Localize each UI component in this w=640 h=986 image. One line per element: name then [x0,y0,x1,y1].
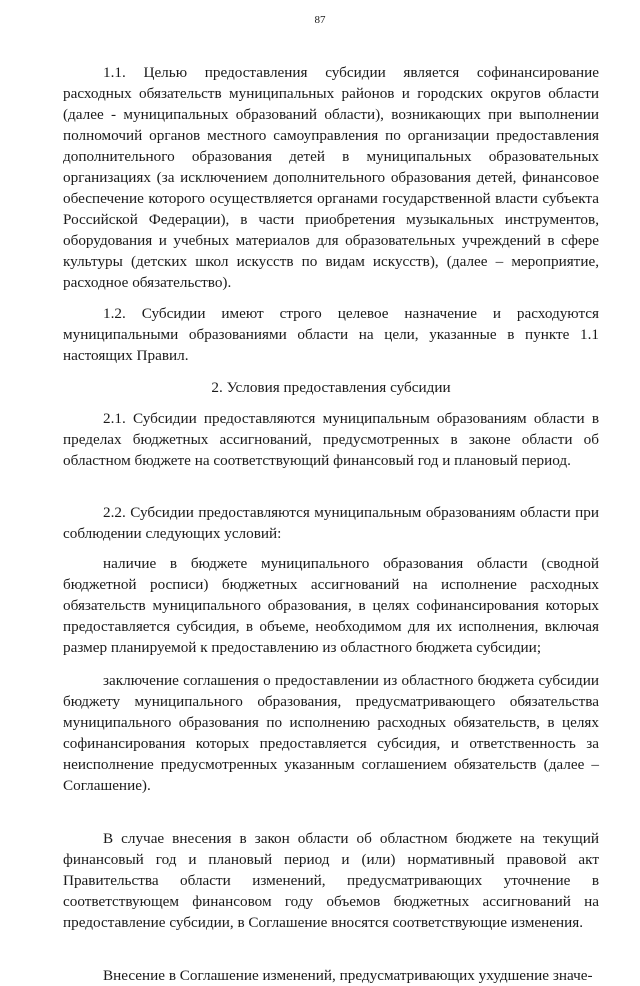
section-2-title: 2. Условия предоставления субсидии [211,379,451,396]
paragraph-amendment-case: В случае внесения в закон области об областном бюджете на текущий финансовый год и плановый период и (или) нормативный правовой акт Правительства области изменений, предусматривающих уточнение в соответствующем финансовом году объемов бюджетных ассигнований на предоставление субсидии, в Соглашение вносятся соответствующие изменения. [63,830,599,931]
paragraph-1-2: 1.2. Субсидии имеют строго целевое назначение и расходуются муниципальными образованиями области на цели, указанные в пункте 1.1 настоящих Правил. [63,305,599,364]
paragraph-1-1: 1.1. Целью предоставления субсидии является софинансирование расходных обязательств муниципальных районов и городских округов области (далее - муниципальных образований области), возникающих при выполнении полномочий органов местного самоуправления по организации предоставления дополнительного образования детей в муниципальных образовательных организациях (за исключением дополнительного образования детей, финансовое обеспечение которого осуществляется органами государственной власти субъекта Российской Федерации), в части приобретения музыкальных инструментов, оборудования и учебных материалов для образовательных учреждений в сфере культуры (детских школ искусств по видам искусств), (далее – мероприятие, расходное обязательство). [63,64,599,291]
paragraph-2-1: 2.1. Субсидии предоставляются муниципальным образованиям области в пределах бюджетных ассигнований, предусмотренных в законе области об областном бюджете на соответствующий финансовый год и плановый период. [63,410,599,469]
page-number: 87 [314,14,326,26]
document-body [63,62,599,986]
condition-budget-allocation: наличие в бюджете муниципального образования области (сводной бюджетной росписи) бюджетных ассигнований на исполнение расходных обязательств муниципального образования, в целях софинансирования которых предоставляется субсидия, в объеме, необходимом для их исполнения, включая размер планируемой к предоставлению из областного бюджета субсидии; [63,555,599,656]
paragraph-2-2: 2.2. Субсидии предоставляются муниципальным образованиям области при соблюдении следующих условий: [63,504,599,542]
paragraph-agreement-changes: Внесение в Соглашение изменений, предусматривающих ухудшение значе- [103,967,593,984]
condition-agreement: заключение соглашения о предоставлении из областного бюджета субсидии бюджету муниципального образования, предусматривающего обязательства муниципального образования по исполнению расходных обязательств, в целях софинансирования которых предоставляется субсидия, и ответственность за неисполнение предусмотренных указанным соглашением обязательств (далее – Соглашение). [63,672,599,794]
